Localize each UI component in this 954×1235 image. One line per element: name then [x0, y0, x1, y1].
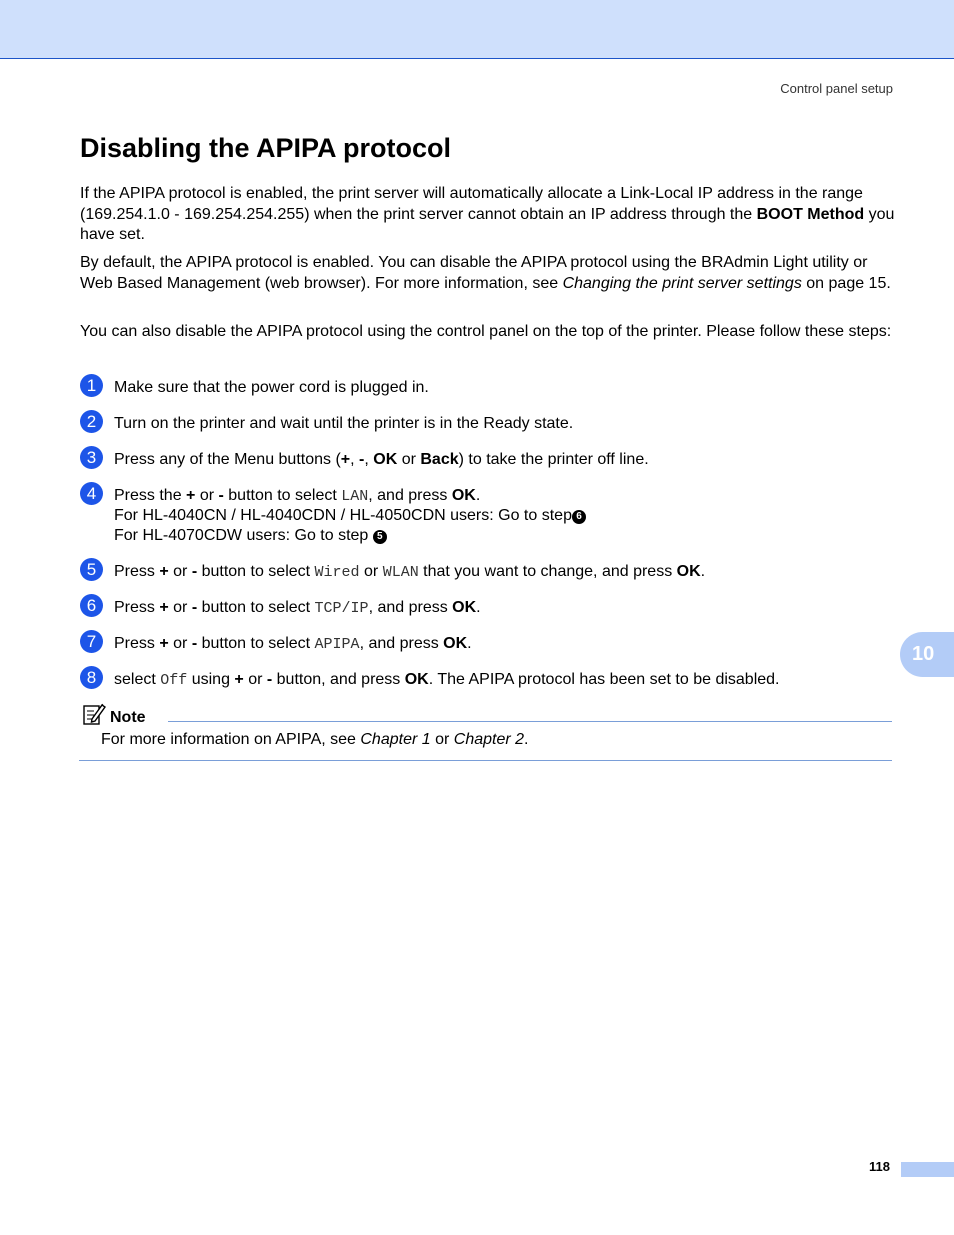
step-number-badge: 6 [80, 594, 103, 617]
display-menu-value: Wired [314, 564, 360, 581]
paragraph-apipa-intro: If the APIPA protocol is enabled, the print server will automatically allocate a Link-Local IP address in the range (169.254.1.0 - 169.254.254.255) when the print server cannot obtain an IP address through the BOOT Method you have set. [80, 185, 895, 243]
step-number-badge: 2 [80, 410, 103, 433]
step-number-badge: 3 [80, 446, 103, 469]
note-body: For more information on APIPA, see Chapter 1 or Chapter 2. [101, 731, 529, 748]
step-text: Press + or - button to select Wired or WLAN that you want to change, and press OK. [114, 563, 706, 581]
step-number-badge: 1 [80, 374, 103, 397]
step-reference-badge[interactable]: 5 [373, 530, 387, 544]
step-text: Press + or - button to select TCP/IP, and press OK. [114, 599, 481, 617]
page-number: 118 [869, 1159, 890, 1174]
display-menu-value: TCP/IP [314, 600, 369, 617]
step-number-badge: 4 [80, 482, 103, 505]
step-text: Press any of the Menu buttons (+, -, OK or Back) to take the printer off line. [114, 451, 649, 468]
note-pencil-icon [82, 702, 106, 726]
step-number-badge: 7 [80, 630, 103, 653]
chapter-tab[interactable]: 10 [900, 632, 954, 677]
display-menu-value: LAN [341, 488, 369, 505]
chapter-2-link[interactable]: Chapter 2 [453, 731, 525, 748]
top-band [0, 0, 954, 59]
boot-method-term: BOOT Method [756, 205, 865, 223]
display-menu-value: Off [160, 672, 188, 689]
chapter-1-link[interactable]: Chapter 1 [360, 731, 431, 748]
step-4-line-2: For HL-4040CN / HL-4040CDN / HL-4050CDN users: Go to step 6 [114, 506, 586, 526]
page-number-bar [901, 1162, 954, 1177]
step-number-badge: 8 [80, 666, 103, 689]
step-4-line-3: For HL-4070CDW users: Go to step 5 [114, 526, 387, 546]
paragraph-control-panel: You can also disable the APIPA protocol using the control panel on the top of the printer. Please follow these steps: [80, 323, 892, 340]
step-text: Press the + or - button to select LAN, and press OK. [114, 487, 481, 505]
step-text: Press + or - button to select APIPA, and press OK. [114, 635, 472, 653]
display-menu-value: APIPA [314, 636, 360, 653]
step-text: select Off using + or - button, and press OK. The APIPA protocol has been set to be disabled. [114, 671, 780, 689]
step-text: Turn on the printer and wait until the printer is in the Ready state. [114, 415, 574, 432]
page-title: Disabling the APIPA protocol [80, 133, 452, 163]
note-rule-bottom [79, 760, 892, 761]
step-text: Make sure that the power cord is plugged in. [114, 379, 429, 396]
step-reference-badge[interactable]: 6 [572, 510, 586, 524]
note-rule-top [168, 721, 892, 722]
display-menu-value: WLAN [382, 564, 419, 581]
cross-reference-link[interactable]: Changing the print server settings [562, 274, 802, 292]
paragraph-default: By default, the APIPA protocol is enabled. You can disable the APIPA protocol using the BRAdmin Light utility or Web Based Management (web browser). For more information, see Changing the print server settings on page 15. [80, 254, 891, 292]
running-header: Control panel setup [780, 81, 893, 96]
step-number-badge: 5 [80, 558, 103, 581]
note-label: Note [110, 709, 146, 726]
